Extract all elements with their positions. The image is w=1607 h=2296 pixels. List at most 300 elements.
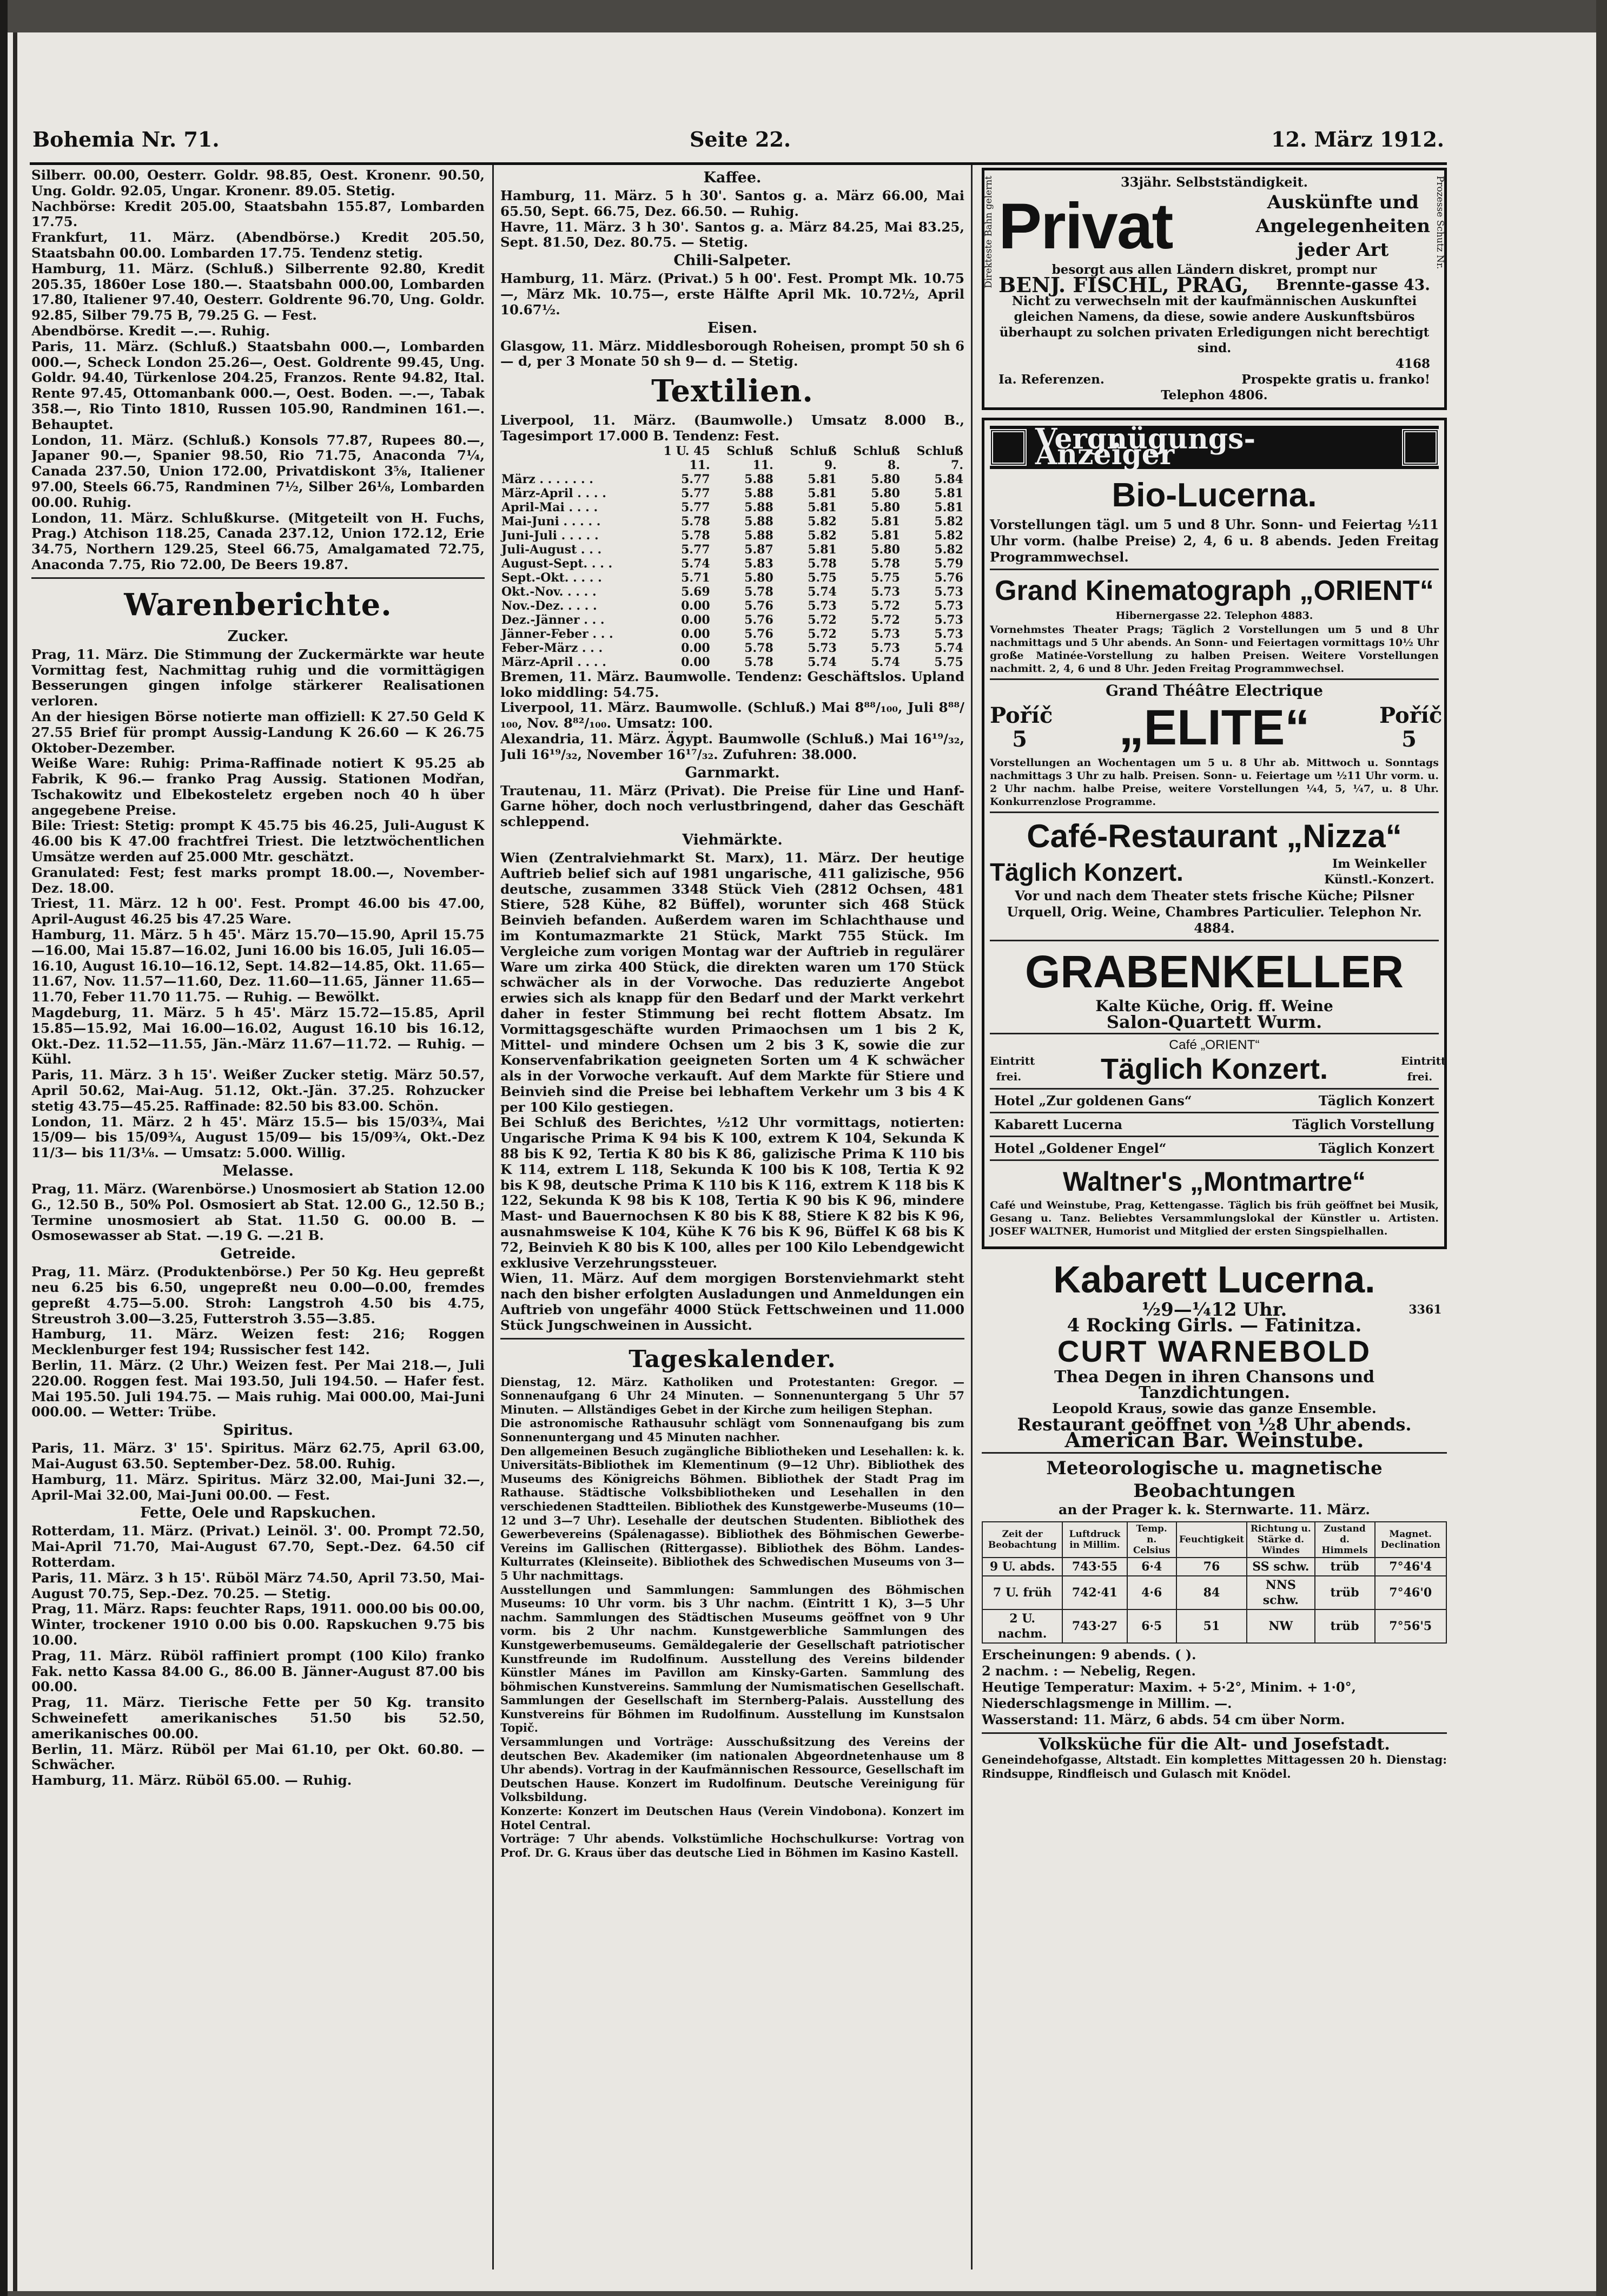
cotton-cell: 5.81 bbox=[871, 528, 900, 543]
weather-table bbox=[982, 1521, 1447, 1644]
banner-ornament-right-icon bbox=[1402, 429, 1439, 466]
report-paragraph: Berlin, 11. März. (2 Uhr.) Weizen fest. Per Mai 218.—, Juli 220.00. Roggen fest. Mai 193.50, Juli 194.50. — Hafer fest. Mai 195.50. Juli 194.75. — Mais ruhig. Mai 000.00, Mai-Juni 000.00. — Wetter: Trübe. bbox=[31, 1357, 485, 1420]
binding-spine bbox=[0, 0, 8, 2296]
cotton-cell: 5.77 bbox=[681, 542, 710, 557]
report-paragraph: Bremen, 11. März. Baumwolle. Tendenz: Geschäftslos. Upland loko middling: 54.75. bbox=[500, 668, 964, 700]
cotton-row bbox=[500, 613, 964, 627]
cotton-cell: 5.80 bbox=[871, 486, 900, 500]
cotton-cell: 5.81 bbox=[934, 500, 963, 514]
cotton-cell: Juni-Juli . . . . . bbox=[501, 528, 599, 543]
report-paragraph: Versammlungen und Vorträge: Ausschußsitzung des Vereins der deutschen Bev. Akademiker (im nationalen Abgeordnetenhause um 8 Uhr abends). Vortrag in der Kaufmännischen Ressource, Gesellschaft im Deutschen Hause. Konzert im Rudolfinum. Deutsche Vereinigung für Volksbildung. bbox=[500, 1735, 964, 1804]
vergnuegungs-anzeiger-banner bbox=[990, 422, 1439, 471]
ad-privat-firm: BENJ. FISCHL, PRAG, bbox=[998, 272, 1249, 297]
ad-cafe-orient bbox=[990, 1034, 1446, 1089]
cotton-cell: 0.00 bbox=[681, 655, 710, 669]
header-paper-name: Bohemia Nr. 71. bbox=[32, 127, 220, 151]
ad-waltner-title: Waltner's „Montmartre“ bbox=[1062, 1166, 1366, 1197]
cotton-cell: 5.87 bbox=[744, 542, 773, 557]
cotton-cell: 5.82 bbox=[934, 542, 963, 557]
venue-program: Täglich Vorstellung bbox=[1292, 1116, 1434, 1132]
weather-observations bbox=[982, 1454, 1447, 1728]
weather-title: Meteorologische u. magnetische Beobachtungen bbox=[1046, 1457, 1383, 1502]
spiritus-reports bbox=[31, 1441, 485, 1503]
venue-program: Täglich Konzert bbox=[1318, 1092, 1434, 1109]
zucker-reports bbox=[31, 647, 485, 1161]
cotton-cell: 5.78 bbox=[808, 556, 837, 571]
weather-row bbox=[982, 1609, 1446, 1643]
ad-kino-title: Grand Kinematograph „ORIENT“ bbox=[995, 575, 1434, 606]
subsection-title-kaffee: Kaffee. bbox=[703, 169, 762, 186]
report-paragraph: Weiße Ware: Ruhig: Prima-Raffinade notiert K 95.25 ab Fabrik, K 96.— franko Prag Aussig. Stationen Modřan, Tschakowitz und Elbekosteletz ergeben noch 40 h über angegebene Preise. bbox=[31, 755, 485, 818]
weather-cell: trüb bbox=[1315, 1609, 1375, 1643]
cotton-cell: März-April . . . . bbox=[501, 486, 606, 500]
weather-row bbox=[982, 1558, 1446, 1576]
ad-elite-row bbox=[990, 699, 1443, 756]
ad-privat-telephone: Telephon 4806. bbox=[1161, 387, 1268, 403]
cotton-cell: Dez.-Jänner . . . bbox=[501, 612, 605, 627]
venue-name: Hotel „Zur goldenen Gans“ bbox=[994, 1092, 1192, 1109]
weather-header-cell: Richtung u. Stärke d. Windes bbox=[1247, 1522, 1315, 1558]
cotton-cell: Schluß bbox=[853, 444, 900, 458]
subsection-title-eisen: Eisen. bbox=[707, 319, 758, 337]
report-paragraph: Hamburg, 11. März. Weizen fest: 216; Roggen Mecklenburger fest 194; Russischer fest 142. bbox=[31, 1326, 485, 1358]
weather-note: Erscheinungen: 9 abends. ( ). bbox=[982, 1647, 1196, 1663]
vergnuegungs-anzeiger-title: Vergnügungs-Anzeiger bbox=[1035, 422, 1256, 471]
weather-header-cell: Magnet. Declination bbox=[1375, 1522, 1447, 1558]
ad-kabarett-name: CURT WARNEBOLD bbox=[1057, 1334, 1372, 1369]
cotton-cell: 5.80 bbox=[871, 472, 900, 486]
ad-privat-side-left: Direkteste Bahn gelernt bbox=[983, 176, 994, 288]
salpeter-reports bbox=[500, 271, 964, 318]
ad-kabarett-ensemble: Leopold Kraus, sowie das ganze Ensemble. bbox=[1052, 1400, 1377, 1416]
ad-kabarett-title: Kabarett Lucerna. bbox=[1053, 1258, 1375, 1301]
subsection-title-salpeter: Chili-Salpeter. bbox=[673, 252, 791, 269]
cotton-row bbox=[500, 585, 964, 599]
cotton-cell: Schluß bbox=[916, 444, 963, 458]
report-paragraph: Trautenau, 11. März (Privat). Die Preise für Line und Hanf-Garne höher, doch noch verlustbringend, daher das Geschäft schleppend. bbox=[500, 782, 964, 830]
header-page-number: Seite 22. bbox=[690, 127, 791, 151]
venue-listing-item bbox=[990, 1113, 1439, 1137]
section-divider bbox=[500, 1338, 964, 1340]
weather-cell: 743·55 bbox=[1062, 1558, 1127, 1576]
subsection-title-melasse: Melasse. bbox=[222, 1163, 294, 1180]
weather-cell: 6·4 bbox=[1127, 1558, 1176, 1576]
weather-cell: 76 bbox=[1176, 1558, 1247, 1576]
cotton-date-row bbox=[500, 458, 964, 472]
weather-cell: 2 U. nachm. bbox=[982, 1609, 1062, 1643]
weather-cell: 7°46'0 bbox=[1375, 1576, 1447, 1609]
cotton-cell: 5.81 bbox=[808, 500, 837, 514]
cotton-cell: 5.88 bbox=[744, 514, 773, 529]
cotton-cell: 5.72 bbox=[808, 626, 837, 641]
report-paragraph: Dienstag, 12. März. Katholiken und Protestanten: Gregor. — Sonnenaufgang 6 Uhr 24 Minuten. — Sonnenuntergang 5 Uhr 57 Minuten. — Allständiges Gebet in der Kirche zum heiligen Stephan. bbox=[500, 1375, 964, 1416]
report-paragraph: Hamburg, 11. März. 5 h 45'. März 15.70—15.90, April 15.75—16.00, Mai 15.87—16.02, Juni 16.00 bis 16.05, Juli 16.05—16.10, August 16.10—16.12, Sept. 14.82—14.85, Okt. 11.65—11.67, Nov. 11.57—11.60, Dez. 11.60—11.65, Jänner 11.65—11.70, Feber 11.70 11.75. — Ruhig. — Bewölkt. bbox=[31, 927, 485, 1005]
subsection-title-vieh: Viehmärkte. bbox=[682, 831, 783, 848]
cotton-cell: 0.00 bbox=[681, 641, 710, 655]
cotton-row bbox=[500, 571, 964, 585]
report-paragraph: Glasgow, 11. März. Middlesborough Roheisen, prompt 50 sh 6— d, per 3 Monate 50 sh 9— d. — Stetig. bbox=[500, 338, 964, 370]
ad-kabarett-num: 3361 bbox=[1408, 1302, 1442, 1317]
cotton-cell: 5.81 bbox=[808, 542, 837, 557]
cotton-cell: 5.77 bbox=[681, 500, 710, 514]
report-paragraph: London, 11. März. (Schluß.) Konsols 77.87, Rupees 80.—, Japaner 90.—, Spanier 98.50, Rio 71.75, Anaconda 7¼, Canada 237.50, Union 172.00, Privatdiskont 3⅝, Italiener 97.00, Steels 66.75, Randminen 7½, Silber 26⅛, Lombarden 00.00. Ruhig. bbox=[31, 432, 485, 510]
ad-kabarett-text: Thea Degen in ihren Chansons und Tanzdichtungen. bbox=[1054, 1368, 1375, 1403]
header-rule bbox=[30, 162, 1447, 165]
cotton-cell: 5.73 bbox=[934, 612, 963, 627]
report-paragraph: Die astronomische Rathausuhr schlägt vom Sonnenaufgang bis zum Sonnenuntergang und 45 Minuten nachher. bbox=[500, 1416, 964, 1444]
ad-kabarett-lucerna bbox=[982, 1249, 1447, 1454]
cotton-cell: 5.72 bbox=[871, 612, 900, 627]
cotton-cell: 5.73 bbox=[808, 641, 837, 655]
cotton-price-table bbox=[500, 444, 964, 669]
ad-privat-auskunft bbox=[982, 168, 1447, 410]
cotton-cell: 0.00 bbox=[681, 612, 710, 627]
cotton-cell: 5.80 bbox=[871, 500, 900, 514]
venue-name: Kabarett Lucerna bbox=[994, 1116, 1123, 1132]
subsection-title-getreide: Getreide. bbox=[220, 1245, 296, 1263]
cotton-cell: 5.75 bbox=[934, 655, 963, 669]
report-paragraph: Prag, 11. März. Rüböl raffiniert prompt (100 Kilo) franko Fak. netto Kassa 84.00 G., 86.00 B. Jänner-August 87.00 bis 00.00. bbox=[31, 1647, 485, 1695]
weather-note: Niederschlagsmenge in Millim. —. bbox=[982, 1695, 1232, 1712]
venue-program: Täglich Konzert bbox=[1318, 1140, 1434, 1156]
cotton-row bbox=[500, 599, 964, 613]
cotton-cell: 5.74 bbox=[808, 655, 837, 669]
cotton-cell: 0.00 bbox=[681, 626, 710, 641]
venue-listing bbox=[990, 1090, 1439, 1161]
cotton-cell: 5.88 bbox=[744, 486, 773, 500]
cotton-cell: Nov.-Dez. . . . . bbox=[501, 598, 597, 613]
cotton-cell: Okt.-Nov. . . . . bbox=[501, 584, 597, 599]
ad-privat-side-right: Prozesse Schutz Nr. bbox=[1434, 176, 1445, 269]
cotton-cell: 5.69 bbox=[681, 584, 710, 599]
getreide-reports bbox=[31, 1264, 485, 1420]
ad-privat-right1: Auskünfte und bbox=[1267, 191, 1419, 213]
eisen-reports bbox=[500, 339, 964, 370]
cotton-cell: 5.73 bbox=[871, 641, 900, 655]
cotton-cell: 5.82 bbox=[934, 528, 963, 543]
cotton-row bbox=[500, 529, 964, 543]
cotton-cell: 5.88 bbox=[744, 528, 773, 543]
cotton-cell: März-April . . . . bbox=[501, 655, 606, 669]
ad-privat-line1: besorgt aus allen Ländern diskret, prompt nur bbox=[1052, 262, 1377, 277]
cotton-cell: 0.00 bbox=[681, 598, 710, 613]
weather-note: 2 nachm. : — Nebelig, Regen. bbox=[982, 1663, 1196, 1679]
weather-cell: 742·41 bbox=[1062, 1576, 1127, 1609]
ad-kino-sub: Hibernergasse 22. Telephon 4883. bbox=[1115, 609, 1313, 622]
report-paragraph: Triest, 11. März. 12 h 00'. Fest. Prompt 46.00 bis 47.00, April-August 46.25 bis 47.25 Ware. bbox=[31, 895, 485, 927]
cotton-cell: 5.78 bbox=[744, 584, 773, 599]
column-markets-goods bbox=[31, 168, 485, 2267]
report-paragraph: Rotterdam, 11. März. (Privat.) Leinöl. 3'. 00. Prompt 72.50, Mai-April 71.70, Mai-August 67.70, Sept.-Dez. 64.50 cif Rotterdam. bbox=[31, 1523, 485, 1570]
venue-listing-item bbox=[990, 1090, 1439, 1113]
cotton-cell: März . . . . . . . bbox=[501, 472, 593, 486]
cotton-cell: 5.71 bbox=[681, 570, 710, 585]
ad-privat-headline: Privat bbox=[998, 189, 1173, 262]
weather-cell: NNS schw. bbox=[1247, 1576, 1315, 1609]
ad-privat-prospekte: Prospekte gratis u. franko! bbox=[1241, 372, 1430, 387]
weather-header-cell: Luftdruck in Millim. bbox=[1062, 1522, 1127, 1558]
banner-ornament-left-icon bbox=[990, 429, 1027, 466]
page-fold-shadow bbox=[13, 32, 17, 2291]
cotton-cell: 5.81 bbox=[808, 472, 837, 486]
cotton-cell: 5.78 bbox=[681, 528, 710, 543]
report-paragraph: Berlin, 11. März. Rüböl per Mai 61.10, per Okt. 60.80. — Schwächer. bbox=[31, 1741, 485, 1773]
subsection-title-spiritus: Spiritus. bbox=[223, 1422, 293, 1439]
cotton-cell: Feber-März . . . bbox=[501, 641, 603, 655]
cotton-cell: 5.76 bbox=[744, 612, 773, 627]
cotton-cell: 5.81 bbox=[808, 486, 837, 500]
scan-right-edge bbox=[1596, 0, 1607, 2296]
ad-nizza-title: Café-Restaurant „Nizza“ bbox=[1027, 818, 1402, 855]
weather-cell: trüb bbox=[1315, 1576, 1375, 1609]
report-paragraph: An der hiesigen Börse notierte man offiziell: K 27.50 Geld K 27.55 Brief für prompt Aussig-Landung K 26.60 — K 26.75 Oktober-Dezember. bbox=[31, 708, 485, 756]
weather-cell: 7°56'5 bbox=[1375, 1609, 1447, 1643]
ad-privat-body: Nicht zu verwechseln mit der kaufmännischen Auskunftei gleichen Namens, da diese, sowie andere Auskunftsbüros überhaupt zu solchen privaten Erledigungen nicht berechtigt sind. bbox=[999, 293, 1430, 355]
cotton-cell: 5.74 bbox=[681, 556, 710, 571]
cotton-cell: 5.75 bbox=[808, 570, 837, 585]
textil-intro: Liverpool, 11. März. (Baumwolle.) Umsatz 8.000 B., Tagesimport 17.000 B. Tendenz: Fest. bbox=[500, 412, 964, 444]
ad-nizza-text: Vor und nach dem Theater stets frische Küche; Pilsner Urquell, Orig. Weine, Chambres Particulier. Telephon Nr. 4884. bbox=[1007, 887, 1422, 936]
cotton-cell: 5.81 bbox=[871, 514, 900, 529]
vergnuegungs-anzeiger-box bbox=[982, 418, 1447, 1249]
ad-kinematograph-orient bbox=[990, 570, 1439, 681]
ad-grabenkeller bbox=[990, 941, 1439, 1035]
weather-cell: 6·5 bbox=[1127, 1609, 1176, 1643]
cotton-cell: 5.76 bbox=[934, 570, 963, 585]
ad-privat-number: 4168 bbox=[1395, 356, 1430, 371]
weather-note: Heutige Temperatur: Maxim. + 5·2°, Minim. + 1·0°, bbox=[982, 1679, 1356, 1695]
weather-cell: 51 bbox=[1176, 1609, 1247, 1643]
weather-notes bbox=[982, 1647, 1447, 1728]
report-paragraph: Prag, 11. März. Die Stimmung der Zuckermärkte war heute Vormittag fest, Nachmittag ruhig und die vormittägigen Besserungen gingen infolge stärkerer Realisationen verloren. bbox=[31, 646, 485, 709]
ad-privat-right-block bbox=[1255, 190, 1430, 262]
subsection-title-fette: Fette, Oele und Rapskuchen. bbox=[140, 1505, 376, 1522]
ad-elite-left: Poříč 5 bbox=[990, 703, 1053, 753]
weather-cell: 743·27 bbox=[1062, 1609, 1127, 1643]
cotton-cell: 5.76 bbox=[744, 626, 773, 641]
cotton-cell bbox=[500, 458, 648, 472]
cotton-cell: 11. bbox=[689, 458, 710, 472]
weather-cell: trüb bbox=[1315, 1558, 1375, 1576]
weather-cell: 7 U. früh bbox=[982, 1576, 1062, 1609]
ad-nizza-sub: Täglich Konzert. bbox=[990, 857, 1183, 886]
cotton-cell: 5.83 bbox=[744, 556, 773, 571]
page-header bbox=[32, 127, 1444, 160]
cotton-row bbox=[500, 641, 964, 655]
ad-privat-refs: Ia. Referenzen. bbox=[998, 372, 1105, 387]
cotton-cell: 5.75 bbox=[871, 570, 900, 585]
cotton-cell: 5.79 bbox=[934, 556, 963, 571]
report-paragraph: Hamburg, 11. März. (Schluß.) Silberrente 92.80, Kredit 205.35, 1860er Lose 180.—. Staatsbahn 000.00, Lombarden 17.80, Italiener 97.40, Oesterr. Goldrente 96.70, Ung. Goldr. 92.85, Silber 79.75 B, 79.25 G. — Fest. bbox=[31, 260, 485, 324]
melasse-reports bbox=[31, 1182, 485, 1244]
cotton-header-row bbox=[500, 444, 964, 458]
cotton-cell: 5.78 bbox=[744, 655, 773, 669]
textil-reports bbox=[500, 669, 964, 763]
cotton-row bbox=[500, 655, 964, 669]
ad-bio-title: Bio-Lucerna. bbox=[1112, 476, 1317, 514]
report-paragraph: Wien, 11. März. Auf dem morgigen Borstenviehmarkt steht nach den bisher erfolgten Ausladungen und Anmeldungen ein Auftrieb von ungefähr 4000 Stück Fettschweinen und 11.000 Stück Jungschweinen in Aussicht. bbox=[500, 1270, 964, 1333]
ad-cafe-orient-row bbox=[990, 1052, 1446, 1085]
cotton-cell: 5.77 bbox=[681, 472, 710, 486]
cotton-row bbox=[500, 543, 964, 557]
venue-listing-item bbox=[990, 1137, 1439, 1161]
cotton-cell: 5.73 bbox=[934, 626, 963, 641]
report-paragraph: Bei Schluß des Berichtes, ½12 Uhr vormittags, notierten: Ungarische Prima K 94 bis K 100, extrem K 104, Sekunda K 88 bis K 92, Tertia K 80 bis K 86, galizische Prima K 110 bis K 114, extrem L 118, Sekunda K 100 bis K 108, Tertia K 92 bis K 98, deutsche Prima K 110 bis K 116, extrem K 118 bis K 122, Sekunda K 98 bis K 108, Tertia K 90 bis K 96, mindere Mast- und Bauernochsen K 80 bis K 88, Stiere K 82 bis K 96, ausnahmsweise K 104, Kühe K 76 bis K 96, Büffel K 68 bis K 72, Beinvieh K 80 bis K 100, alles per 100 Kilo Lebendgewicht exklusive Verzehrungssteuer. bbox=[500, 1114, 964, 1271]
cotton-cell: 5.84 bbox=[934, 472, 963, 486]
cotton-cell: 5.78 bbox=[871, 556, 900, 571]
cotton-cell: 5.73 bbox=[934, 584, 963, 599]
cotton-row bbox=[500, 627, 964, 641]
column-rule-1 bbox=[492, 165, 494, 2269]
weather-subtitle: an der Prager k. k. Sternwarte. 11. März. bbox=[1059, 1502, 1370, 1518]
report-paragraph: Silberr. 00.00, Oesterr. Goldr. 98.85, Oest. Kronenr. 90.50, Ung. Goldr. 92.05, Ungar. Kronenr. 89.05. Stetig. bbox=[31, 168, 485, 199]
cotton-cell: 5.73 bbox=[871, 626, 900, 641]
cotton-cell: 5.74 bbox=[934, 641, 963, 655]
ad-kabarett-girls: 4 Rocking Girls. — Fatinitza. bbox=[1067, 1314, 1362, 1336]
cotton-row bbox=[500, 500, 964, 514]
report-paragraph: Bile: Triest: Stetig: prompt K 45.75 bis 46.25, Juli-August K 46.00 bis K 47.00 frachtfrei Triest. Die letztwöchentlichen Umsätze werden auf 25.000 Mtr. geschätzt. bbox=[31, 817, 485, 865]
ad-cafe-orient-sub: Täglich Konzert. bbox=[1100, 1052, 1328, 1085]
cotton-cell: 5.78 bbox=[744, 641, 773, 655]
subsection-title-garn: Garnmarkt. bbox=[685, 764, 780, 781]
cotton-cell: 5.73 bbox=[808, 598, 837, 613]
ad-graben-title: GRABENKELLER bbox=[1024, 946, 1404, 997]
weather-cell: 84 bbox=[1176, 1576, 1247, 1609]
cotton-cell bbox=[500, 444, 648, 458]
weather-header-cell: Feuchtigkeit bbox=[1176, 1522, 1247, 1558]
cotton-cell: Schluß bbox=[790, 444, 837, 458]
ad-privat-refs-row bbox=[998, 372, 1430, 387]
report-paragraph: Hamburg, 11. März. Spiritus. März 32.00, Mai-Juni 32.—, April-Mai 32.00, Mai-Juni 00.00. — Fest. bbox=[31, 1471, 485, 1503]
weather-note: Wasserstand: 11. März, 6 abds. 54 cm über Norm. bbox=[982, 1712, 1345, 1728]
ad-cafe-nizza bbox=[990, 813, 1439, 941]
report-paragraph: Paris, 11. März. (Schluß.) Staatsbahn 000.—, Lombarden 000.—, Scheck London 25.26—, Oest. Goldrente 99.45, Ung. Goldr. 94.40, Türkenlose 204.25, Franzos. Rente 94.82, Ital. Rente 97.45, Ottomanbank 000.—, Oest. Boden. —.—, Tabak 358.—, Rio Tinto 1810, Russen 105.90, Randminen 161.—. Behauptet. bbox=[31, 338, 485, 432]
ad-nizza-row bbox=[990, 856, 1439, 888]
weather-header-cell: Zustand d. Himmels bbox=[1315, 1522, 1375, 1558]
cotton-cell: 7. bbox=[951, 458, 963, 472]
cotton-row bbox=[500, 514, 964, 529]
report-paragraph: Wien (Zentralviehmarkt St. Marx), 11. März. Der heutige Auftrieb belief sich auf 1981 ungarische, 411 galizische, 956 deutsche, zusammen 3348 Stück Vieh (2812 Ochsen, 481 Stiere, 528 Kühe, 82 Büffel), worunter sich 468 Stück Beinvieh befanden. Außerdem waren im Schlachthause und im Kontumazmarkte 21 Stück, Markt 755 Stück. Im Vergleiche zum vorigen Montag war der Auftrieb in regulärer Ware um zirka 400 Stück, die direkten waren um 170 Stück schwächer als in der Vorwoche. Das reduzierte Angebot erwies sich als knapp für den Bedarf und der Markt verkehrt daher in fester Stimmung bei recht flottem Absatz. Im Vormittagsgeschäfte wurden Primaochsen um 1 bis 2 K, Mittel- und mindere Ochsen um 2 bis 3 K, sowie die zur Konservenfabrikation geeigneten Sorten um 4 K schwächer als in der Vorwoche verkauft. Auf dem Markte für Stiere und Beinvieh sind die Preise bei lebhaftem Verkehr um 3 bis 4 K per 100 Kilo gestiegen. bbox=[500, 849, 964, 1115]
vieh-reports bbox=[500, 850, 964, 1334]
cotton-cell: 5.72 bbox=[808, 612, 837, 627]
cotton-cell: 1 U. 45 bbox=[663, 444, 710, 458]
volkskueche-notice bbox=[982, 1732, 1447, 1781]
report-paragraph: Paris, 11. März. 3 h 15'. Weißer Zucker stetig. März 50.57, April 50.62, Mai-Aug. 51.12, Okt.-Jän. 37.25. Rohzucker stetig 43.75—45.25. Raffinade: 82.50 bis 83.00. Schön. bbox=[31, 1067, 485, 1114]
ad-kabarett-restaurant: Restaurant geöffnet von ½8 Uhr abends. bbox=[1017, 1414, 1412, 1435]
venue-name: Hotel „Goldener Engel“ bbox=[994, 1140, 1167, 1156]
report-paragraph: Magdeburg, 11. März. 5 h 45'. März 15.72—15.85, April 15.85—15.92, Mai 16.00—16.02, August 16.10 bis 16.12, Okt.-Dez. 11.52—11.55, Jän.-März 11.67—11.72. — Ruhig. — Kühl. bbox=[31, 1005, 485, 1067]
cotton-cell: Juli-August . . . bbox=[501, 542, 602, 557]
cotton-cell: 11. bbox=[752, 458, 773, 472]
cotton-cell: 5.81 bbox=[934, 486, 963, 500]
cotton-cell: 5.82 bbox=[934, 514, 963, 529]
header-date: 12. März 1912. bbox=[1271, 127, 1444, 151]
report-paragraph: London, 11. März. 2 h 45'. März 15.5— bis 15/03¾, Mai 15/09— bis 15/09¾, August 15/09— bis 15/09¾, Okt.-Dez 11/3— bis 11/3⅛. — Umsatz: 5.000. Willig. bbox=[31, 1113, 485, 1161]
cotton-cell: Jänner-Feber . . . bbox=[501, 626, 613, 641]
ad-cafe-orient-right: Eintritt frei. bbox=[1401, 1054, 1446, 1083]
ad-kabarett-bar: American Bar. Weinstube. bbox=[1064, 1427, 1364, 1452]
cotton-cell: 5.73 bbox=[934, 598, 963, 613]
report-paragraph: Abendbörse. Kredit —.—. Ruhig. bbox=[31, 322, 270, 339]
volkskueche-text: Geneindehofgasse, Altstadt. Ein komplettes Mittagessen 20 h. Dienstag: Rindsuppe, Rindfleisch und Gulasch mit Knödel. bbox=[982, 1752, 1447, 1780]
ad-privat-topline: 33jähr. Selbstständigkeit. bbox=[1120, 174, 1308, 190]
weather-cell: 4·6 bbox=[1127, 1576, 1176, 1609]
section-divider bbox=[31, 577, 485, 579]
report-paragraph: Hamburg, 11. März. 5 h 30'. Santos g. a. März 66.00, Mai 65.50, Sept. 66.75, Dez. 66.50. — Ruhig. bbox=[500, 188, 964, 219]
ad-elite-text: Vorstellungen an Wochentagen um 5 u. 8 Uhr ab. Mittwoch u. Sonntags nachmittags 3 Uhr zu halb. Preisen. Sonn- u. Feiertage um ½11 Uhr vorm. u. 2 Uhr nachm. halbe Preise, weitere Vorstellungen ¼4, 5, ¼7, u. 8 Uhr. Konkurrenzlose Programme. bbox=[990, 757, 1439, 808]
weather-cell: 7°46'4 bbox=[1375, 1558, 1447, 1576]
section-title-textilien: Textilien. bbox=[651, 373, 814, 410]
report-paragraph: Nachbörse: Kredit 205.00, Staatsbahn 155.87, Lombarden 17.75. bbox=[31, 198, 485, 230]
cotton-cell: 5.77 bbox=[681, 486, 710, 500]
report-paragraph: Paris, 11. März. 3 h 15'. Rüböl März 74.50, April 73.50, Mai-August 70.75, Sep.-Dez. 70.25. — Stetig. bbox=[31, 1569, 485, 1601]
ad-privat-right2: Angelegenheiten bbox=[1255, 215, 1430, 237]
subsection-title-zucker: Zucker. bbox=[227, 628, 289, 645]
cotton-cell: 5.80 bbox=[744, 570, 773, 585]
report-paragraph: Prag, 11. März. Tierische Fette per 50 Kg. transito Schweinefett amerikanisches 51.50 bis 52.50, amerikanisches 00.00. bbox=[31, 1694, 485, 1741]
report-paragraph: Prag, 11. März. (Produktenbörse.) Per 50 Kg. Heu gepreßt neu 6.25 bis 6.50, ungepreßt neu 0.00—0.00, fremdes gepreßt 4.75—5.00. Stroh: Langstroh 4.50 bis 4.75, Streustroh 3.00—3.25, Futterstroh 3.55—3.85. bbox=[31, 1264, 485, 1327]
cotton-cell: 5.80 bbox=[871, 542, 900, 557]
weather-cell: SS schw. bbox=[1247, 1558, 1315, 1576]
report-paragraph: Liverpool, 11. März. Baumwolle. (Schluß.) Mai 8⁸⁸/₁₀₀, Juli 8⁸⁸/₁₀₀, Nov. 8⁸²/₁₀₀. Umsatz: 100. bbox=[500, 700, 964, 731]
tageskalender-entries bbox=[500, 1375, 964, 1860]
cotton-cell: Mai-Juni . . . . . bbox=[501, 514, 601, 529]
cotton-cell: 5.88 bbox=[744, 500, 773, 514]
cotton-cell: 8. bbox=[887, 458, 900, 472]
ad-kino-text: Vornehmstes Theater Prags; Täglich 2 Vorstellungen um 5 und 8 Uhr nachmittags und 5 Uhr abends. An Sonn- und Feiertagen vormittags 10½ Uhr große Matinée-Vorstellung zu halben Preisen. Weitere Vorstellungen nachmitt. 2, 4, 6 und 8 Uhr. Jeden Freitag Programmwechsel. bbox=[990, 624, 1439, 675]
ad-elite-title: „ELITE“ bbox=[1119, 700, 1310, 756]
cotton-cell: 5.76 bbox=[744, 598, 773, 613]
exchange-reports bbox=[31, 168, 485, 573]
ad-elite-top: Grand Théâtre Electrique bbox=[1106, 682, 1323, 700]
ad-elite-right: Poříč 5 bbox=[1379, 703, 1443, 753]
volkskueche-title: Volksküche für die Alt- und Josefstadt. bbox=[1039, 1735, 1390, 1754]
weather-cell: 9 U. abds. bbox=[982, 1558, 1062, 1576]
report-paragraph: Hamburg, 11. März. (Privat.) 5 h 00'. Fest. Prompt Mk. 10.75—, März Mk. 10.75—, erste Hälfte April Mk. 10.72½, April 10.67½. bbox=[500, 270, 964, 318]
ad-privat-firm-row bbox=[998, 272, 1430, 297]
cotton-row bbox=[500, 486, 964, 500]
report-paragraph: Hamburg, 11. März. Rüböl 65.00. — Ruhig. bbox=[31, 1772, 352, 1789]
weather-header-cell: Temp. n. Celsius bbox=[1127, 1522, 1176, 1558]
cotton-cell: April-Mai . . . . bbox=[501, 500, 598, 514]
section-title-warenberichte: Warenberichte. bbox=[124, 586, 392, 623]
report-paragraph: Frankfurt, 11. März. (Abendbörse.) Kredit 205.50, Staatsbahn 00.00. Lombarden 17.75. Tendenz stetig. bbox=[31, 229, 485, 261]
report-paragraph: Prag, 11. März. (Warenbörse.) Unosmosiert ab Station 12.00 G., 12.50 B., 50% Pol. Osmosiert ab Stat. 12.00 G., 12.50 B.; Termine unosmosiert ab Stat. 11.50 G. 00.00 B. — Osmosewasser ab Stat. —.19 G. —.21 B. bbox=[31, 1181, 485, 1244]
section-title-tageskalender: Tageskalender. bbox=[629, 1345, 836, 1373]
ad-elite bbox=[990, 680, 1443, 813]
ad-bio-text: Vorstellungen tägl. um 5 und 8 Uhr. Sonn- und Feiertag ½11 Uhr vorm. (halbe Preise) 2, 4, 6 u. 8 abends. Jeden Freitag Programmwechsel. bbox=[990, 516, 1439, 565]
ad-nizza-side: Im Weinkeller Künstl.-Konzert. bbox=[1324, 857, 1434, 887]
weather-cell: NW bbox=[1247, 1609, 1315, 1643]
ad-graben-text2: Salon-Quartett Wurm. bbox=[1106, 1011, 1322, 1032]
report-paragraph: Vorträge: 7 Uhr abends. Volkstümliche Hochschulkurse: Vortrag von Prof. Dr. G. Kraus über das deutsche Lied in Böhmen im Kasino Kastell. bbox=[500, 1832, 964, 1859]
weather-header-cell: Zeit der Beobachtung bbox=[982, 1522, 1062, 1558]
cotton-cell: Sept.-Okt. . . . . bbox=[501, 570, 602, 585]
cotton-cell: 9. bbox=[824, 458, 837, 472]
report-paragraph: London, 11. März. Schlußkurse. (Mitgeteilt von H. Fuchs, Prag.) Atchison 118.25, Canada 237.12, Union 172.12, Erie 34.75, Northern 129.25, Steel 66.75, Amalgamated 72.75, Anaconda 7.75, Rio 72.00, De Beers 19.87. bbox=[31, 510, 485, 572]
column-advertisements bbox=[982, 168, 1447, 2267]
ad-cafe-orient-title: Café „ORIENT“ bbox=[1169, 1038, 1260, 1053]
report-paragraph: Havre, 11. März. 3 h 30'. Santos g. a. März 84.25, Mai 83.25, Sept. 81.50, Dez. 80.75. — Stetig. bbox=[500, 219, 964, 250]
report-paragraph: Den allgemeinen Besuch zugängliche Bibliotheken und Lesehallen: k. k. Universitäts-Bibliothek im Klementinum (9—12 Uhr). Bibliothek des Museums des Königreichs Böhmen. Bibliothek der Stadt Prag im Rathause. Städtische Volksbibliotheken und Lesehallen in den verschiedenen Stadtteilen. Bibliothek des Kunstgewerbe-Museums (10—12 und 3—7 Uhr). Lesehalle der deutschen Studenten. Bibliothek des Gewerbevereins (Spálenagasse). Bibliothek des Böhmischen Gewerbe-Vereins im Gallischen (Rittergasse). Bibliothek des Böhm. Landes-Kulturrates (Kleinseite). Bibliothek des Schwedischen Museums von 3—5 Uhr nachmittags. bbox=[500, 1444, 964, 1582]
cotton-row bbox=[500, 472, 964, 486]
cotton-cell: 5.82 bbox=[808, 514, 837, 529]
report-paragraph: Paris, 11. März. 3' 15'. Spiritus. März 62.75, April 63.00, Mai-August 63.50. September-Dez. 58.00. Ruhig. bbox=[31, 1440, 485, 1472]
column-commodities bbox=[500, 168, 964, 2267]
cotton-cell: Schluß bbox=[726, 444, 773, 458]
cotton-cell: 5.72 bbox=[871, 598, 900, 613]
ad-privat-headline-row bbox=[998, 190, 1430, 262]
